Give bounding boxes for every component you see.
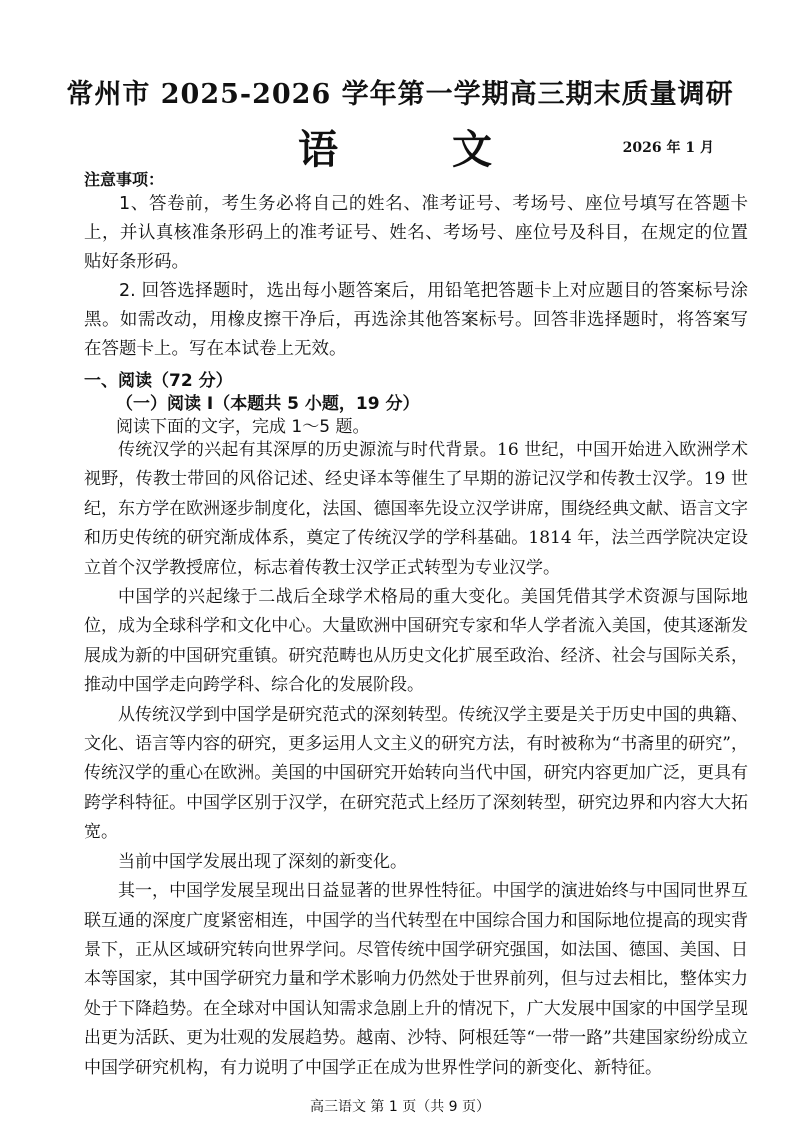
section-heading: 一、阅读（72 分） xyxy=(84,371,233,391)
page-footer: 高三语文 第 1 页（共 9 页） xyxy=(309,1099,491,1115)
passage-paragraph: 传统汉学的兴起有其深厚的历史源流与时代背景。16 世纪，中国开始进入欧洲学术视野，传教士带回的风俗记述、经史译本等催生了早期的游记汉学和传教士汉学。19 世纪，东方学在欧洲逐步制度化，法国、德国率先设立汉学讲席，围绕经典文献、语言文字和历史传统的研究渐成体系，奠定了传统汉学的学科基础。1814 年，法兰西学院决定设立首个汉学教授席位，标志着传教士汉学正式转型为专业汉学。 xyxy=(84,440,748,578)
reading-instruction: 阅读下面的文字，完成 1～5 题。 xyxy=(116,417,370,437)
passage-paragraph: 其一，中国学发展呈现出日益显著的世界性特征。中国学的演进始终与中国同世界互联互通的深度广度紧密相连，中国学的当代转型在中国综合国力和国际地位提高的现实背景下，正从区域研究转向世界学问。尽管传统中国学研究强国，如法国、德国、美国、日本等国家，其中国学研究力量和学术影响力仍然处于世界前列，但与过去相比，整体实力处于下降趋势。在全球对中国认知需求急剧上升的情况下，广大发展中国家的中国学呈现出更为活跃、更为壮观的发展趋势。越南、沙特、阿根廷等“一带一路”共建国家纷纷成立中国学研究机构，有力说明了中国学正在成为世界性学问的新变化、新特征。 xyxy=(84,881,748,1078)
exam-title: 常州市 2025-2026 学年第一学期高三期末质量调研 xyxy=(66,79,734,110)
subsection-heading: （一）阅读 I（本题共 5 小题，19 分） xyxy=(116,394,420,414)
notice-list xyxy=(84,190,748,364)
exam-date: 2026 年 1 月 xyxy=(622,140,714,156)
notice-item: 1、答卷前，考生务必将自己的姓名、准考证号、考场号、座位号填写在答题卡上，并认真核准条形码上的准考证号、姓名、考场号、座位号及科目，在规定的位置贴好条形码。 xyxy=(84,194,748,272)
reading-passage xyxy=(84,436,748,1083)
passage-paragraph: 从传统汉学到中国学是研究范式的深刻转型。传统汉学主要是关于历史中国的典籍、文化、语言等内容的研究，更多运用人文主义的研究方法，有时被称为“书斋里的研究”，传统汉学的重心在欧洲。美国的中国研究开始转向当代中国，研究内容更加广泛，更具有跨学科特征。中国学区别于汉学，在研究范式上经历了深刻转型，研究边界和内容大大拓宽。 xyxy=(84,704,748,843)
notice-item: 2. 回答选择题时，选出每小题答案后，用铅笔把答题卡上对应题目的答案标号涂黑。如需改动，用橡皮擦干净后，再选涂其他答案标号。回答非选择题时，将答案写在答题卡上。写在本试卷上无效。 xyxy=(84,281,748,359)
passage-paragraph: 中国学的兴起缘于二战后全球学术格局的重大变化。美国凭借其学术资源与国际地位，成为全球科学和文化中心。大量欧洲中国研究专家和华人学者流入美国，使其逐渐发展成为新的中国研究重镇。研究范畴也从历史文化扩展至政治、经济、社会与国际关系，推动中国学走向跨学科、综合化的发展阶段。 xyxy=(84,587,748,696)
passage-paragraph: 当前中国学发展出现了深刻的新变化。 xyxy=(118,851,407,872)
notice-heading: 注意事项： xyxy=(84,170,165,189)
subject-title: 语 文 xyxy=(298,126,542,173)
